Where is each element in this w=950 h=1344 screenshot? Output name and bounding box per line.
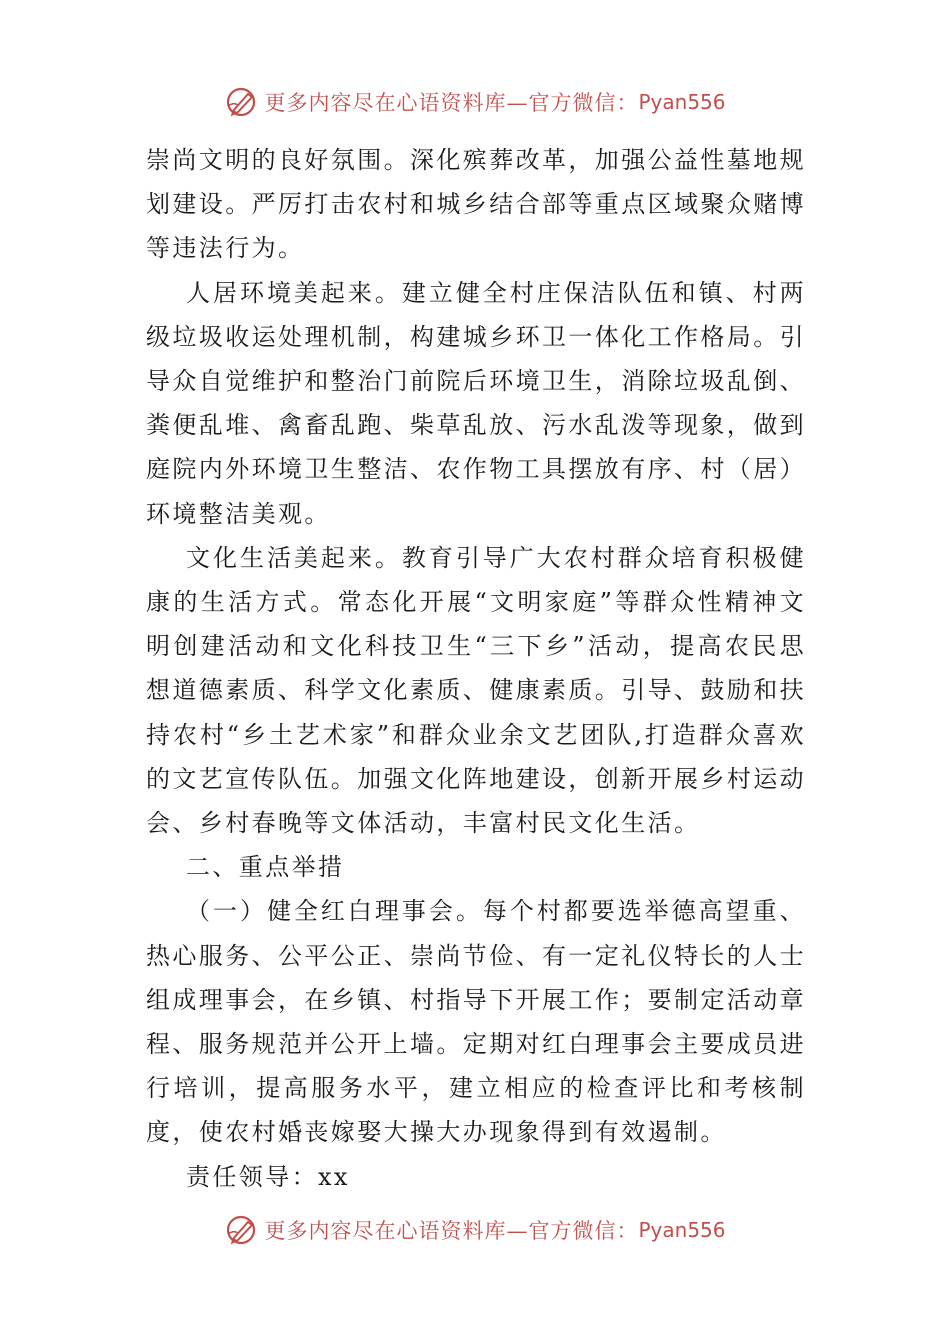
document-body [146, 138, 806, 1199]
responsible-leader: 责任领导：xx [186, 1162, 350, 1191]
header-banner-id: Pyan556 [638, 90, 726, 114]
paragraph-3: 文化生活美起来。教育引导广大农村群众培育积极健康的生活方式。常态化开展“文明家庭”等群众性精神文明创建活动和文化科技卫生“三下乡”活动，提高农民思想道德素质、科学文化素质、健康素质。引导、鼓励和扶持农村“乡土艺术家”和群众业余文艺团队,打造群众喜欢的文艺宣传队伍。加强文化阵地建设，创新开展乡村运动会、乡村春晚等文体活动，丰富村民文化生活。 [146, 543, 806, 838]
header-banner-text: 更多内容尽在心语资料库—官方微信： [264, 91, 639, 115]
paragraph-2: 人居环境美起来。建立健全村庄保洁队伍和镇、村两级垃圾收运处理机制，构建城乡环卫一体化工作格局。引导众自觉维护和整治门前院后环境卫生，消除垃圾乱倒、粪便乱堆、禽畜乱跑、柴草乱放、污水乱泼等现象，做到庭院内外环境卫生整洁、农作物工具摆放有序、村（居）环境整洁美观。 [146, 278, 806, 528]
section-heading: 二、重点举措 [186, 853, 345, 882]
pen-logo-icon [224, 84, 260, 120]
footer-banner-id: Pyan556 [638, 1218, 726, 1242]
footer-banner-text: 更多内容尽在心语资料库—官方微信： [264, 1219, 639, 1243]
footer-banner [0, 1212, 950, 1248]
paragraph-5: （一）健全红白理事会。每个村都要选举德高望重、热心服务、公平公正、崇尚节俭、有一定礼仪特长的人士组成理事会，在乡镇、村指导下开展工作；要制定活动章程、服务规范并公开上墙。定期对红白理事会主要成员进行培训，提高服务水平，建立相应的检查评比和考核制度，使农村婚丧嫁娶大操大办现象得到有效遏制。 [146, 897, 806, 1147]
header-banner [0, 84, 950, 120]
pen-logo-icon [224, 1212, 260, 1248]
paragraph-1: 崇尚文明的良好氛围。深化殡葬改革，加强公益性墓地规划建设。严厉打击农村和城乡结合部等重点区域聚众赌博等违法行为。 [146, 146, 806, 263]
